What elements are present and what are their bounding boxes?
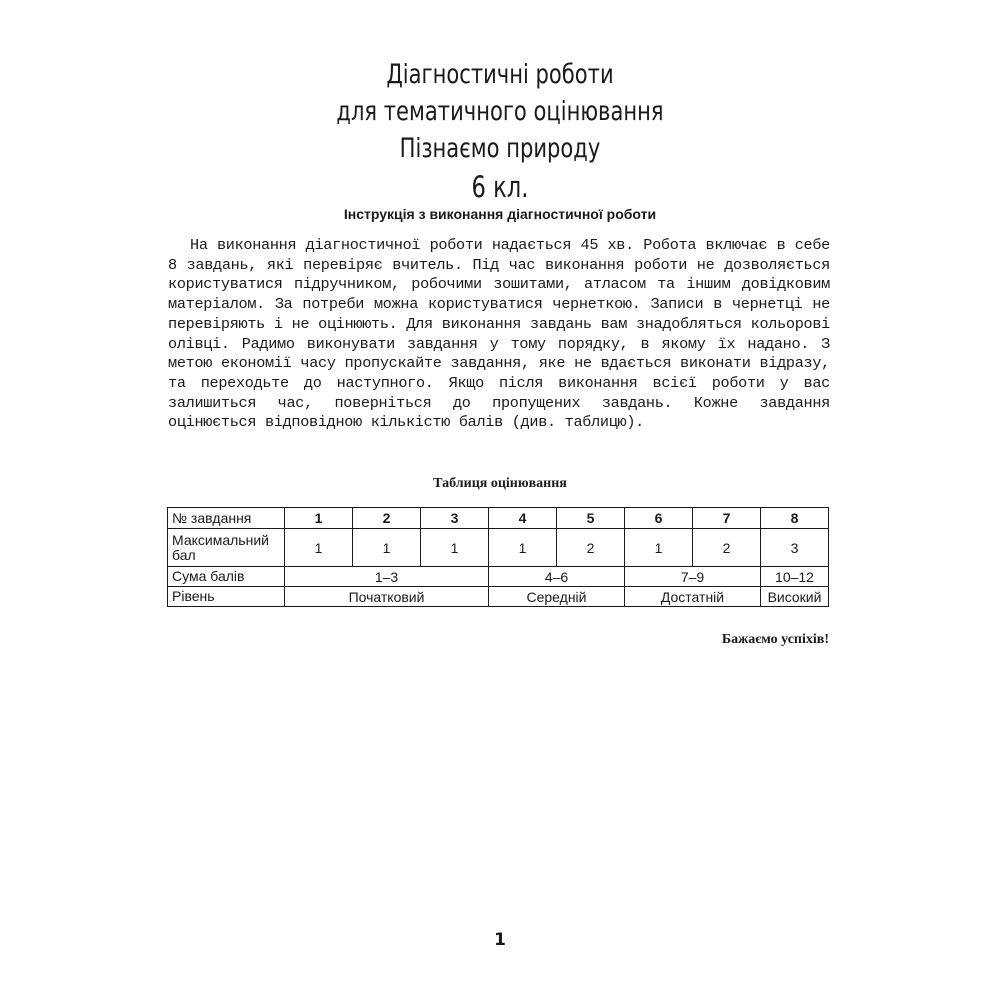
max-points-cell: 1 [489,529,557,567]
level-cell: Початковий [285,587,489,607]
task-number-cell: 7 [693,508,761,529]
title-line-3: Пізнаємо природу [399,133,601,164]
grading-table [167,507,829,607]
title-line-2: для тематичного оцінювання [336,96,664,127]
table-row-tasks [168,508,829,529]
sum-cell: 10–12 [761,567,829,587]
sum-cell: 4–6 [489,567,625,587]
max-points-cell: 1 [353,529,421,567]
task-number-cell: 6 [625,508,693,529]
task-number-cell: 2 [353,508,421,529]
task-number-cell: 1 [285,508,353,529]
title-block [0,56,1000,207]
max-points-cell: 2 [557,529,625,567]
title-line-1: Діагностичні роботи [386,59,614,90]
instructions-heading: Інструкція з виконання діагностичної роботи [343,206,657,222]
title-line-grade: 6 кл. [471,170,529,204]
max-points-cell: 2 [693,529,761,567]
table-row-sum [168,567,829,587]
sum-cell: 1–3 [285,567,489,587]
task-number-cell: 5 [557,508,625,529]
table-row-level [168,587,829,607]
task-number-cell: 4 [489,508,557,529]
max-points-header: Максимальний бал [168,529,285,567]
task-number-header: № завдання [168,508,285,529]
page-number: 1 [494,930,506,950]
max-points-cell: 1 [421,529,489,567]
sum-header: Сума балів [168,567,285,587]
table-caption: Таблиця оцінювання [433,476,567,491]
task-number-cell: 3 [421,508,489,529]
level-cell: Високий [761,587,829,607]
level-cell: Середній [489,587,625,607]
max-points-cell: 1 [625,529,693,567]
level-header: Рівень [168,587,285,607]
task-number-cell: 8 [761,508,829,529]
table-row-max-points [168,529,829,567]
closing-wish: Бажаємо успіхів! [721,632,829,647]
level-cell: Достатній [625,587,761,607]
max-points-cell: 1 [285,529,353,567]
instructions-paragraph: На виконання діагностичної роботи надається 45 хв. Робота включає в себе 8 завдань, які перевіряє вчитель. Під час виконання роботи не дозволяється користуватися підручником, робочими зошитами, атласом та іншим довідковим матеріалом. За потреби можна користуватися чернеткою. Записи в чернетці не перевіряють і не оцінюють. Для виконання завдань вам знадобляться кольорові олівці. Радимо виконувати завдання у тому порядку, в якому їх надано. З метою економії часу пропускайте завдання, яке не вдається виконати відразу, та переходьте до наступного. Якщо після виконання всієї роботи у вас залишиться час, поверніться до пропущених завдань. Кожне завдання оцінюється відповідною кількістю балів (див. таблицю). [168,236,830,432]
sum-cell: 7–9 [625,567,761,587]
max-points-cell: 3 [761,529,829,567]
